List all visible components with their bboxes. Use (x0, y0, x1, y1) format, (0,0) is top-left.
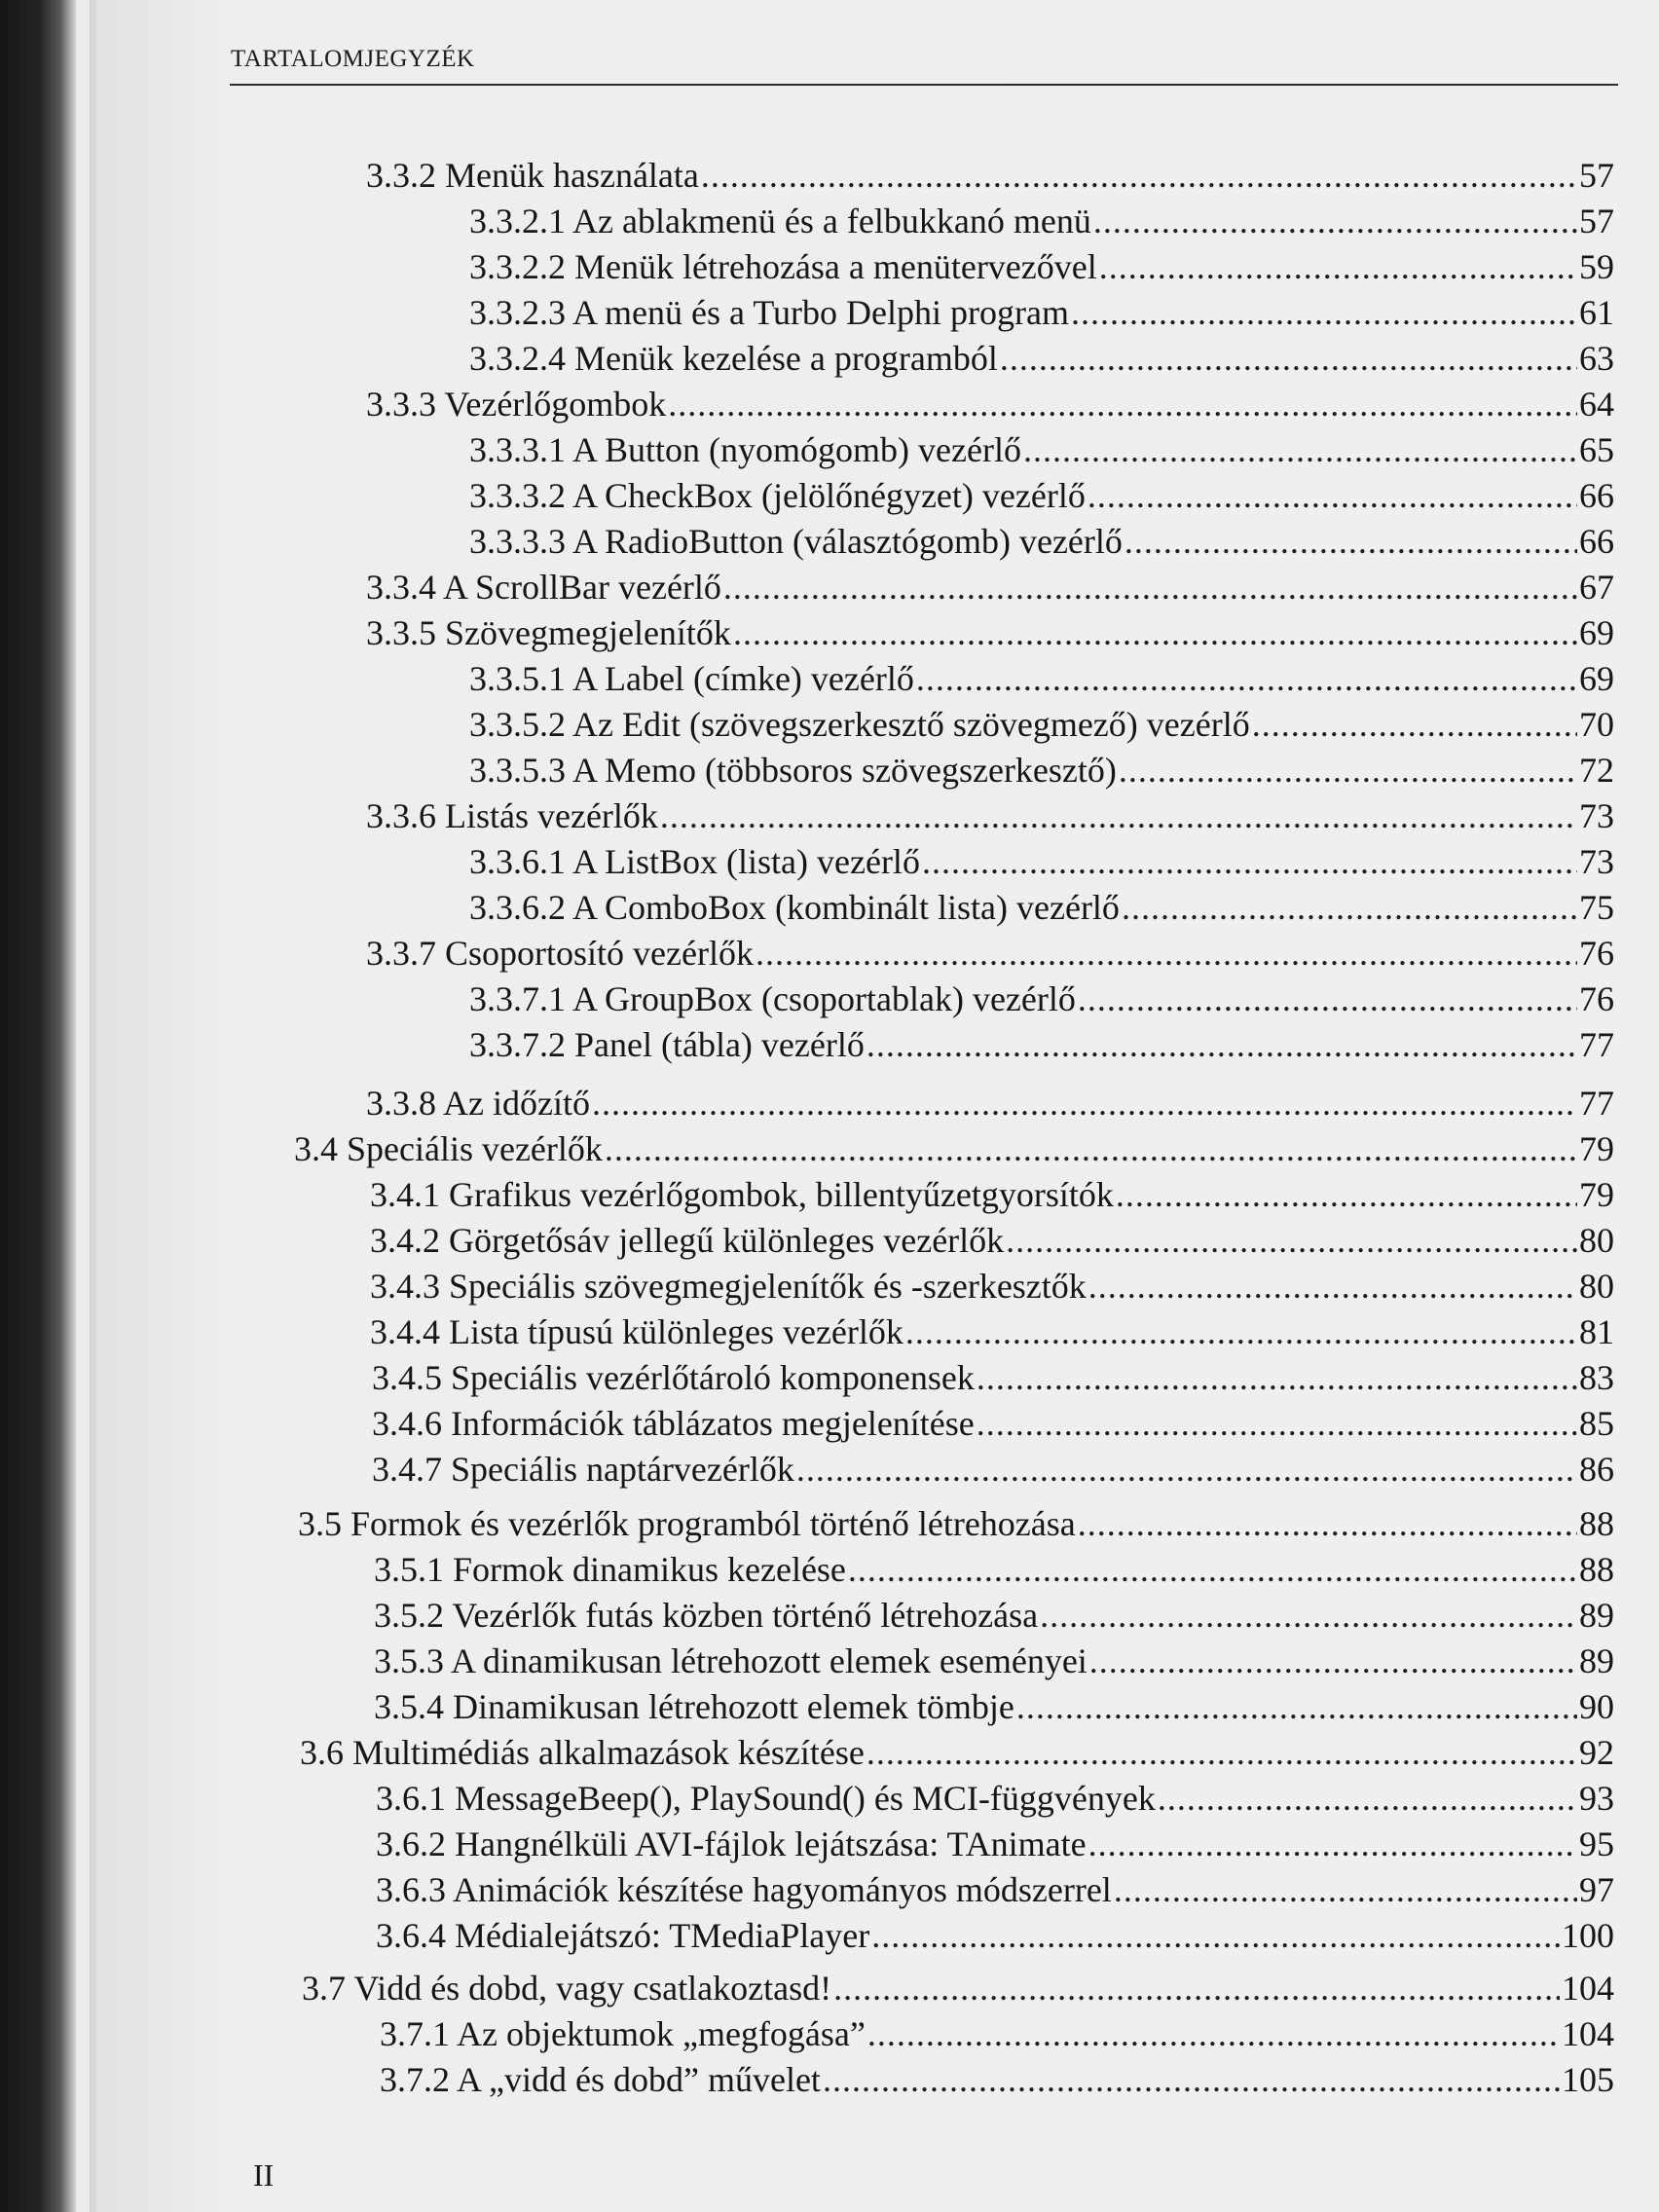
toc-entry (372, 1400, 1614, 1447)
toc-entry (380, 2010, 1614, 2057)
toc-entry (294, 1125, 1614, 1172)
page-folio: II (253, 2157, 275, 2193)
toc-entry-title: 3.3.2.1 Az ablakmenü és a felbukkanó menü (469, 202, 1091, 240)
toc-entry-title: 3.4.3 Speciális szövegmegjelenítők és -szerkesztők (370, 1267, 1087, 1306)
toc-entry-page: 69 (1579, 659, 1614, 698)
toc-entry-page: 67 (1579, 568, 1614, 607)
toc-entry-title: 3.3.2.3 A menü és a Turbo Delphi program (469, 293, 1069, 332)
toc-entry (469, 976, 1614, 1022)
toc-entry (366, 1080, 1614, 1126)
toc-entry-page: 105 (1562, 2060, 1614, 2099)
toc-entry-page: 85 (1579, 1404, 1614, 1443)
toc-entry-title: 3.3.3.3 A RadioButton (választógomb) vezérlő (469, 522, 1123, 561)
dot-leader (867, 2010, 1560, 2057)
toc-entry-page: 88 (1579, 1550, 1614, 1589)
toc-entry (370, 1217, 1614, 1264)
toc-entry-page: 92 (1579, 1733, 1614, 1772)
dot-leader (1088, 1263, 1577, 1309)
toc-entry-page: 80 (1579, 1221, 1614, 1260)
dot-leader (1040, 1592, 1577, 1639)
dot-leader (723, 564, 1577, 610)
toc-entry (469, 747, 1614, 793)
toc-entry-title: 3.3.2 Menük használata (366, 156, 699, 195)
toc-entry (469, 426, 1614, 473)
toc-entry-page: 63 (1579, 339, 1614, 378)
toc-entry-title: 3.4.6 Információk táblázatos megjelenítése (372, 1404, 975, 1443)
toc-entry (374, 1592, 1614, 1639)
toc-entry-page: 75 (1579, 888, 1614, 927)
toc-entry (469, 335, 1614, 382)
toc-entry (372, 1446, 1614, 1493)
toc-entry-page: 70 (1579, 705, 1614, 744)
toc-entry (376, 1775, 1614, 1822)
toc-entry-page: 81 (1579, 1312, 1614, 1351)
toc-entry-page: 88 (1579, 1504, 1614, 1543)
toc-entry-page: 57 (1579, 156, 1614, 195)
toc-entry-page: 77 (1579, 1084, 1614, 1123)
dot-leader (733, 609, 1577, 656)
toc-entry (372, 1354, 1614, 1401)
toc-entry-page: 73 (1579, 842, 1614, 881)
toc-entry-page: 93 (1579, 1779, 1614, 1818)
toc-entry-title: 3.6.2 Hangnélküli AVI-fájlok lejátszása: TAnimate (376, 1825, 1087, 1863)
header-rule (230, 84, 1618, 86)
dot-leader (1099, 243, 1577, 290)
toc-entry-title: 3.3.2.4 Menük kezelése a programból (469, 339, 998, 378)
toc-entry-page: 59 (1579, 247, 1614, 286)
toc-entry-title: 3.6.4 Médialejátszó: TMediaPlayer (376, 1916, 870, 1955)
toc-entry-title: 3.3.5.2 Az Edit (szövegszerkesztő szövegmező) vezérlő (469, 705, 1250, 744)
toc-entry (469, 243, 1614, 290)
toc-entry-page: 100 (1562, 1916, 1614, 1955)
dot-leader (1088, 1821, 1577, 1867)
toc-entry (469, 655, 1614, 702)
toc-entry (366, 564, 1614, 610)
toc-entry-page: 104 (1562, 1969, 1614, 2008)
toc-entry-title: 3.3.6.1 A ListBox (lista) vezérlő (469, 842, 920, 881)
dot-leader (1023, 426, 1577, 473)
dot-leader (1122, 884, 1577, 931)
toc-entry-page: 66 (1579, 522, 1614, 561)
toc-entry-title: 3.3.5.1 A Label (címke) vezérlő (469, 659, 914, 698)
dot-leader (1078, 976, 1577, 1022)
toc-entry (366, 609, 1614, 656)
toc-entry-page: 90 (1579, 1687, 1614, 1726)
toc-entry-title: 3.3.5 Szövegmegjelenítők (366, 613, 731, 652)
toc-entry-title: 3.5.2 Vezérlők futás közben történő létrehozása (374, 1596, 1039, 1635)
toc-entry-title: 3.3.3 Vezérlőgombok (366, 385, 667, 424)
toc-entry-page: 80 (1579, 1267, 1614, 1306)
dot-leader (1114, 1866, 1577, 1913)
toc-entry-page: 76 (1579, 979, 1614, 1018)
toc-entry-title: 3.3.7.2 Panel (tábla) vezérlő (469, 1025, 865, 1064)
toc-entry-title: 3.5 Formok és vezérlők programból történő létrehozása (298, 1504, 1076, 1543)
toc-entry (366, 381, 1614, 427)
toc-entry-title: 3.4.7 Speciális naptárvezérlők (372, 1450, 794, 1489)
toc-entry (469, 701, 1614, 748)
toc-entry-title: 3.7 Vidd és dobd, vagy csatlakoztasd! (302, 1969, 832, 2008)
dot-leader (1093, 198, 1577, 244)
toc-entry (469, 1021, 1614, 1068)
dot-leader (660, 793, 1577, 839)
toc-entry-page: 72 (1579, 751, 1614, 790)
toc-entry-page: 65 (1579, 430, 1614, 469)
toc-entry-title: 3.3.6 Listás vezérlők (366, 796, 658, 835)
toc-entry (376, 1912, 1614, 1959)
toc-entry (366, 152, 1614, 199)
dot-leader (1016, 1683, 1577, 1730)
toc-entry (370, 1309, 1614, 1355)
toc-entry-page: 79 (1579, 1175, 1614, 1214)
toc-entry (469, 198, 1614, 244)
dot-leader (922, 838, 1577, 885)
toc-entry-page: 66 (1579, 476, 1614, 515)
toc-entry-title: 3.5.4 Dinamikusan létrehozott elemek tömbje (374, 1687, 1014, 1726)
dot-leader (1158, 1775, 1577, 1822)
toc-entry-title: 3.7.2 A „vidd és dobd” művelet (380, 2060, 821, 2099)
toc-entry (370, 1263, 1614, 1309)
toc-entry-title: 3.6 Multimédiás alkalmazások készítése (300, 1733, 865, 1772)
dot-leader (977, 1354, 1577, 1401)
dot-leader (1089, 1638, 1577, 1684)
toc-entry-page: 76 (1579, 934, 1614, 973)
dot-leader (866, 1021, 1577, 1068)
toc-entry-title: 3.7.1 Az objektumok „megfogása” (380, 2014, 866, 2053)
toc-entry-page: 73 (1579, 796, 1614, 835)
toc-entry-title: 3.6.3 Animációk készítése hagyományos módszerrel (376, 1870, 1112, 1909)
toc-entry-title: 3.4 Speciális vezérlők (294, 1129, 603, 1168)
toc-entry-title: 3.4.1 Grafikus vezérlőgombok, billentyűzetgyorsítók (370, 1175, 1114, 1214)
toc-entry-title: 3.3.2.2 Menük létrehozása a menütervezővel (469, 247, 1097, 286)
dot-leader (866, 1729, 1577, 1776)
toc-entry-title: 3.4.4 Lista típusú különleges vezérlők (370, 1312, 903, 1351)
toc-entry (469, 472, 1614, 519)
toc-entry-title: 3.4.2 Görgetősáv jellegű különleges vezérlők (370, 1221, 1005, 1260)
toc-entry-title: 3.3.6.2 A ComboBox (kombinált lista) vezérlő (469, 888, 1120, 927)
dot-leader (823, 2056, 1560, 2103)
toc-entry-page: 89 (1579, 1596, 1614, 1635)
toc-entry-page: 57 (1579, 202, 1614, 240)
dot-leader (1078, 1500, 1577, 1547)
dot-leader (1119, 747, 1577, 793)
dot-leader (905, 1309, 1577, 1355)
dot-leader (916, 655, 1577, 702)
dot-leader (668, 381, 1577, 427)
toc-entry-page: 61 (1579, 293, 1614, 332)
dot-leader (1124, 518, 1577, 565)
dot-leader (756, 930, 1577, 977)
toc-entry-title: 3.3.3.2 A CheckBox (jelölőnégyzet) vezérlő (469, 476, 1086, 515)
toc-entry-title: 3.3.5.3 A Memo (többsoros szövegszerkesztő) (469, 751, 1117, 790)
toc-entry (374, 1683, 1614, 1730)
toc-entry (300, 1729, 1614, 1776)
toc-entry (374, 1638, 1614, 1684)
dot-leader (1071, 289, 1577, 336)
book-spine-shadow (0, 0, 76, 2212)
toc-entry (376, 1821, 1614, 1867)
toc-entry (370, 1171, 1614, 1218)
toc-entry-title: 3.6.1 MessageBeep(), PlaySound() és MCI-függvények (376, 1779, 1156, 1818)
toc-entry (366, 930, 1614, 977)
toc-entry-page: 104 (1562, 2014, 1614, 2053)
dot-leader (1116, 1171, 1577, 1218)
toc-entry-title: 3.4.5 Speciális vezérlőtároló komponensek (372, 1358, 975, 1397)
toc-entry-page: 83 (1579, 1358, 1614, 1397)
toc-entry (374, 1546, 1614, 1593)
toc-entry (469, 884, 1614, 931)
toc-entry (302, 1965, 1614, 2011)
toc-entry-page: 64 (1579, 385, 1614, 424)
toc-entry-title: 3.3.3.1 A Button (nyomógomb) vezérlő (469, 430, 1021, 469)
toc-entry-page: 77 (1579, 1025, 1614, 1064)
dot-leader (701, 152, 1577, 199)
toc-entry (469, 518, 1614, 565)
toc-entry-page: 79 (1579, 1129, 1614, 1168)
toc-entry-title: 3.3.8 Az időzítő (366, 1084, 590, 1123)
dot-leader (1088, 472, 1577, 519)
toc-entry (380, 2056, 1614, 2103)
toc-entry-title: 3.3.7.1 A GroupBox (csoportablak) vezérlő (469, 979, 1076, 1018)
dot-leader (1000, 335, 1577, 382)
dot-leader (605, 1125, 1577, 1172)
dot-leader (796, 1446, 1577, 1493)
toc-entry-page: 97 (1579, 1870, 1614, 1909)
toc-entry-page: 69 (1579, 613, 1614, 652)
dot-leader (592, 1080, 1577, 1126)
toc-entry (366, 793, 1614, 839)
toc-entry (298, 1500, 1614, 1547)
toc-entry (469, 838, 1614, 885)
toc-entry (469, 289, 1614, 336)
toc-entry-title: 3.3.4 A ScrollBar vezérlő (366, 568, 721, 607)
toc-entry-title: 3.3.7 Csoportosító vezérlők (366, 934, 754, 973)
toc-entry-page: 86 (1579, 1450, 1614, 1489)
dot-leader (848, 1546, 1577, 1593)
toc-entry-page: 89 (1579, 1641, 1614, 1680)
toc-entry-title: 3.5.3 A dinamikusan létrehozott elemek eseményei (374, 1641, 1088, 1680)
toc-entry-page: 95 (1579, 1825, 1614, 1863)
dot-leader (871, 1912, 1560, 1959)
dot-leader (833, 1965, 1560, 2011)
toc-entry (376, 1866, 1614, 1913)
toc-entry-title: 3.5.1 Formok dinamikus kezelése (374, 1550, 846, 1589)
dot-leader (977, 1400, 1577, 1447)
dot-leader (1252, 701, 1577, 748)
running-header: TARTALOMJEGYZÉK (231, 46, 475, 72)
dot-leader (1006, 1217, 1577, 1264)
